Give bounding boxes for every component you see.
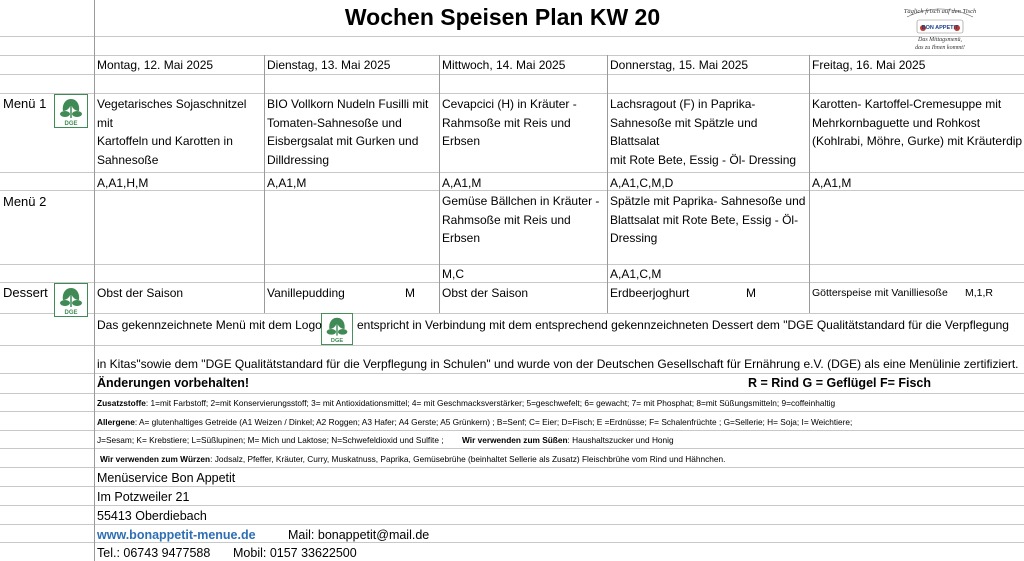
grid-line: [0, 313, 1024, 314]
page-title: Wochen Speisen Plan KW 20: [344, 4, 661, 30]
grid-line: [0, 430, 1024, 431]
menu2-codes-wednesday: M,C: [442, 267, 464, 281]
menu2-cell-wednesday: Gemüse Bällchen in Kräuter - Rahmsoße mit Reis und Erbsen: [442, 194, 600, 245]
svg-text:DGE: DGE: [64, 310, 78, 316]
company-name: Menüservice Bon Appetit: [97, 471, 236, 485]
grid-line: [439, 55, 440, 313]
dessert-monday: Obst der Saison: [97, 286, 184, 300]
dessert-thursday: Erdbeerjoghurt: [610, 286, 690, 300]
grid-line: [0, 542, 1024, 543]
bon-appetit-logo: [895, 3, 985, 55]
dge-logo-icon: [321, 313, 353, 345]
grid-line: [0, 55, 1024, 56]
grid-line: [0, 190, 1024, 191]
grid-line: [0, 505, 1024, 506]
menu1-cell-wednesday: Cevapcici (H) in Kräuter - Rahmsoße mit Reis und Erbsen: [442, 97, 577, 148]
menu1-cell-friday: Karotten- Kartoffel-Cremesuppe mit Mehrkornbaguette und Rohkost (Kohlrabi, Möhre, Gurke) mit Kräuterdip: [812, 97, 1023, 148]
seasoning-line: Wir verwenden zum Würzen: Jodsalz, Pfeffer, Kräuter, Curry, Muskatnuss, Paprika, Gemüsebrühe (beinhaltet Sellerie als Zusatz) Fleischbrühe vom Rind und Hähnchen.: [100, 454, 726, 464]
allergens-line: Allergene: A= glutenhaltiges Getreide (A1 Weizen / Dinkel; A2 Roggen; A3 Hafer; A4 Gerste; A5 Grünkern) ; B=Senf; C= Eier; D=Fisch; E =Erdnüsse; F= Schalenfrüchte ; G=Sellerie; H= Soja; I= Weichtiere;: [97, 417, 853, 427]
dessert-codes-friday: M,1,R: [965, 287, 994, 299]
grid-line: [0, 282, 1024, 283]
row-label-menu2: Menü 2: [3, 194, 47, 209]
company-mobile: Mobil: 0157 33622500: [233, 546, 357, 560]
svg-text:Das Mittagsmenü,: Das Mittagsmenü,: [918, 37, 962, 43]
grid-line: [607, 55, 608, 313]
dge-note-part2: entspricht in Verbindung mit dem entsprechend gekennzeichneten Dessert dem "DGE Qualitätstandard für die Verpflegung: [357, 318, 1009, 332]
svg-text:DGE: DGE: [330, 338, 344, 345]
menu1-codes-tuesday: A,A1,M: [267, 176, 307, 190]
grid-line: [0, 93, 1024, 94]
menu1-cell-tuesday: BIO Vollkorn Nudeln Fusilli mit Tomaten-Sahnesoße und Eisbergsalat mit Gurken und Dilldressing: [267, 97, 429, 167]
meat-legend: R = Rind G = Geflügel F= Fisch: [748, 376, 932, 390]
dessert-tuesday: Vanillepudding: [267, 286, 345, 300]
svg-text:BON APPETIT: BON APPETIT: [921, 25, 959, 31]
dge-note-part1: Das gekennzeichnete Menü mit dem Logo: [97, 318, 322, 332]
grid-line: [264, 55, 265, 313]
dge-logo-icon: [54, 94, 88, 128]
svg-text:das zu Ihnen kommt!: das zu Ihnen kommt!: [915, 45, 965, 51]
svg-text:Täglich frisch auf den Tisch: Täglich frisch auf den Tisch: [903, 8, 977, 15]
grid-line: [0, 345, 1024, 346]
grid-line: [0, 74, 1024, 75]
grid-line: [0, 467, 1024, 468]
grid-line: [0, 36, 1024, 37]
row-label-menu1: Menü 1: [3, 96, 47, 111]
dessert-codes-thursday: M: [746, 286, 756, 300]
grid-line: [0, 264, 1024, 265]
svg-text:DGE: DGE: [64, 121, 78, 127]
dge-note-line2: in Kitas"sowie dem "DGE Qualitätstandard für die Verpflegung in Schulen" und wurde von der Deutschen Gesellschaft für Ernährung e.V. (DGE) als eine Menülinie zertifiziert.: [97, 357, 1019, 371]
day-header-monday: Montag, 12. Mai 2025: [97, 58, 214, 72]
company-mail: Mail: bonappetit@mail.de: [288, 528, 430, 542]
menu1-codes-monday: A,A1,H,M: [97, 176, 149, 190]
day-header-wednesday: Mittwoch, 14. Mai 2025: [442, 58, 566, 72]
menu1-cell-monday: Vegetarisches Sojaschnitzel mit Kartoffeln und Karotten in Sahnesoße: [97, 97, 247, 167]
allergens-line-2: J=Sesam; K= Krebstiere; L=Süßlupinen; M= Mich und Laktose; N=Schwefeldioxid und Sulfite ; Wir verwenden zum Süßen: Haushaltszucker und Honig: [97, 435, 674, 445]
dge-logo-icon: [54, 283, 88, 317]
grid-line: [0, 172, 1024, 173]
menu1-codes-friday: A,A1,M: [812, 176, 852, 190]
grid-line: [0, 411, 1024, 412]
menu2-codes-thursday: A,A1,C,M: [610, 267, 662, 281]
dessert-friday: Götterspeise mit Vanilliesoße: [812, 287, 948, 299]
row-label-dessert: Dessert: [3, 285, 48, 300]
changes-notice: Änderungen vorbehalten!: [97, 376, 250, 390]
grid-line: [809, 55, 810, 313]
dessert-codes-tuesday: M: [405, 286, 415, 300]
menu1-codes-thursday: A,A1,C,M,D: [610, 176, 674, 190]
website-link[interactable]: www.bonappetit-menue.de: [97, 528, 256, 542]
grid-line: [0, 448, 1024, 449]
additives-line: Zusatzstoffe: 1=mit Farbstoff; 2=mit Konservierungsstoff; 3= mit Antioxidationsmittel; 4= mit Geschmacksverstärker; 5=geschwefelt; 6= gewacht; 7= mit Phosphat; 8=mit Süßungsmitteln; 9=coffeinhaltig: [97, 398, 836, 408]
grid-line: [0, 486, 1024, 487]
grid-line: [94, 0, 95, 561]
dessert-wednesday: Obst der Saison: [442, 286, 529, 300]
day-header-tuesday: Dienstag, 13. Mai 2025: [267, 58, 391, 72]
grid-line: [0, 373, 1024, 374]
company-phone: Tel.: 06743 9477588: [97, 546, 211, 560]
menu1-cell-thursday: Lachsragout (F) in Paprika- Sahnesoße mit Spätzle und Blattsalat mit Rote Bete, Essig - Öl- Dressing: [610, 97, 797, 167]
grid-line: [0, 524, 1024, 525]
menu1-codes-wednesday: A,A1,M: [442, 176, 482, 190]
menu2-cell-thursday: Spätzle mit Paprika- Sahnesoße und Blattsalat mit Rote Bete, Essig - Öl- Dressing: [610, 194, 806, 245]
company-city: 55413 Oberdiebach: [97, 509, 207, 523]
day-header-friday: Freitag, 16. Mai 2025: [812, 58, 926, 72]
day-header-thursday: Donnerstag, 15. Mai 2025: [610, 58, 749, 72]
company-street: Im Potzweiler 21: [97, 490, 190, 504]
grid-line: [0, 393, 1024, 394]
